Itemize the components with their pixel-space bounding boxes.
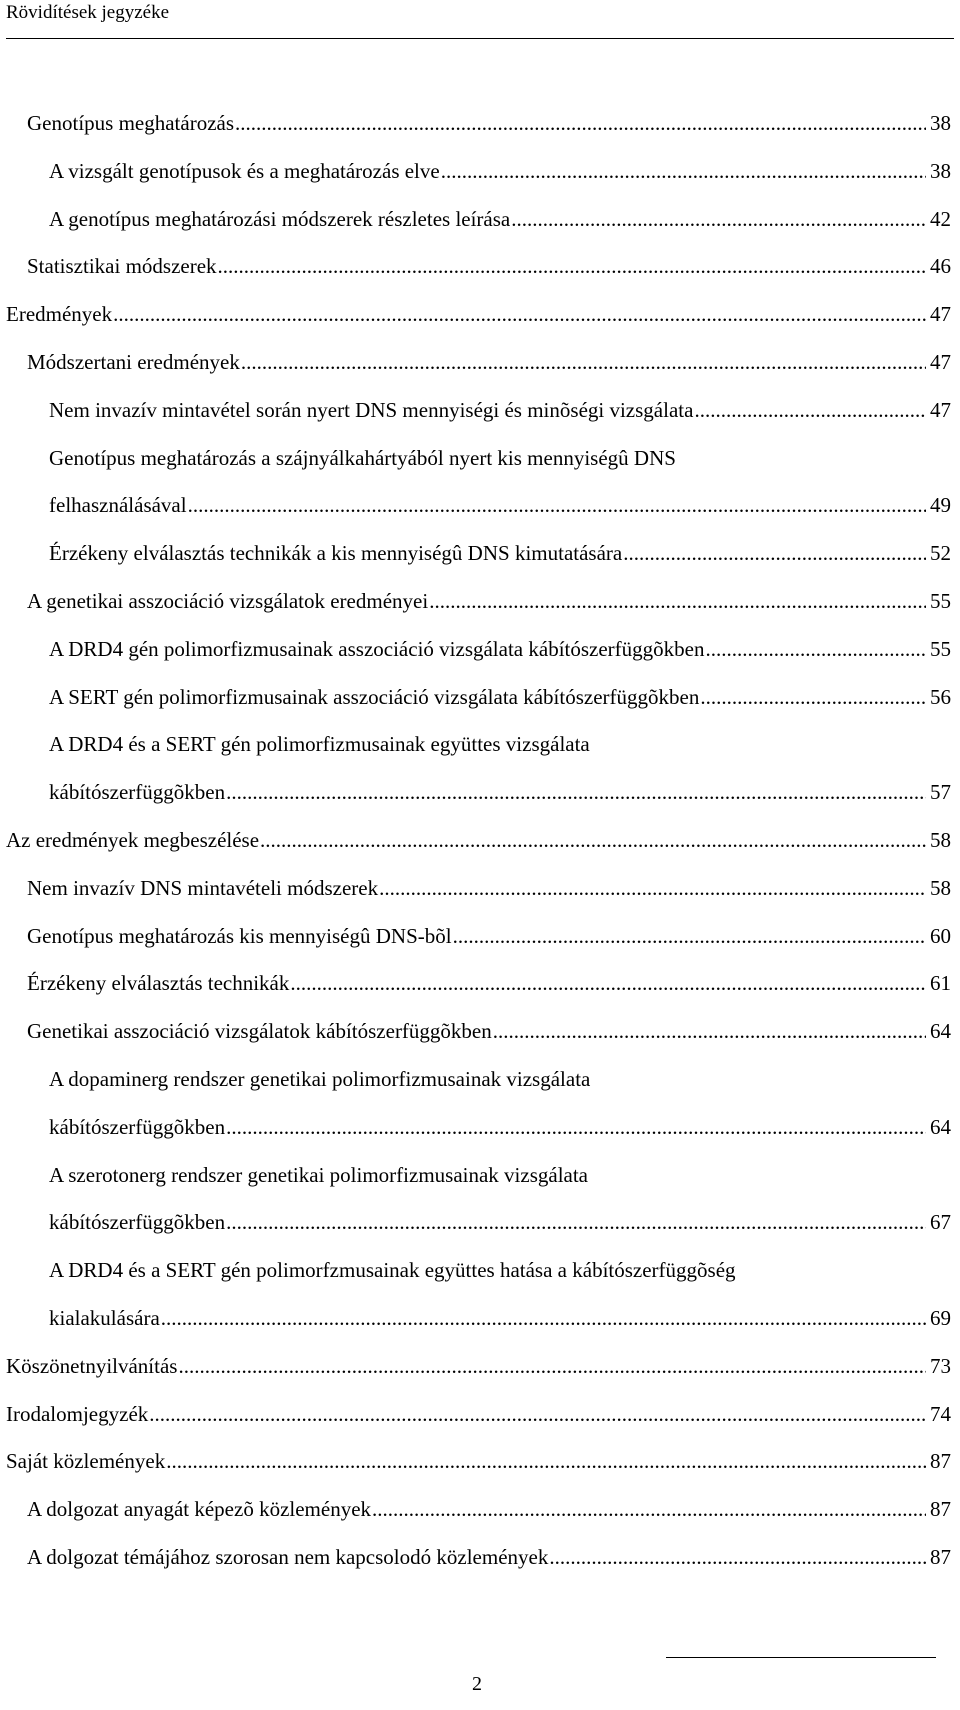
toc-entry-page: 47 — [930, 302, 951, 327]
toc-entry-page: 61 — [930, 971, 951, 996]
toc-entry-title: Statisztikai módszerek — [27, 254, 217, 279]
toc-entry-page: 87 — [930, 1544, 951, 1569]
toc-entry-title: A dolgozat témájához szorosan nem kapcsolodó közlemények — [27, 1544, 549, 1569]
toc-entry-page: 38 — [930, 111, 951, 135]
dot-leader — [260, 817, 926, 865]
toc-entry[interactable] — [0, 387, 960, 435]
toc-entry[interactable] — [0, 626, 960, 674]
table-of-contents — [0, 100, 960, 1582]
toc-entry[interactable] — [0, 1199, 960, 1247]
toc-entry-page: 55 — [930, 636, 951, 661]
toc-entry-title: Módszertani eredmények — [27, 349, 240, 374]
dot-leader — [290, 960, 926, 1008]
toc-entry-page: 49 — [930, 493, 951, 518]
toc-entry[interactable] — [0, 100, 960, 148]
toc-entry[interactable] — [0, 1104, 960, 1152]
dot-leader — [623, 530, 926, 578]
toc-entry[interactable] — [0, 291, 960, 339]
toc-entry[interactable] — [0, 1391, 960, 1439]
toc-entry[interactable] — [0, 1438, 960, 1486]
toc-entry-title: A dolgozat anyagát képezõ közlemények — [27, 1497, 372, 1522]
toc-entry[interactable] — [0, 578, 960, 626]
toc-entry-title: A vizsgált genotípusok és a meghatározás elve — [49, 158, 440, 183]
dot-leader — [226, 769, 926, 817]
toc-entry-title: A DRD4 és a SERT gén polimorfizmusainak együttes vizsgálata — [49, 732, 590, 757]
toc-entry[interactable] — [0, 1247, 960, 1295]
toc-entry[interactable] — [0, 148, 960, 196]
toc-entry-title: kábítószerfüggõkben — [49, 1114, 226, 1139]
dot-leader — [453, 913, 926, 961]
toc-entry-title: Érzékeny elválasztás technikák a kis mennyiségû DNS kimutatására — [49, 541, 623, 566]
toc-entry[interactable] — [0, 482, 960, 530]
toc-entry-page: 56 — [930, 684, 951, 709]
toc-entry[interactable] — [0, 1056, 960, 1104]
toc-entry-page: 42 — [930, 206, 951, 231]
toc-entry[interactable] — [0, 1486, 960, 1534]
toc-entry-title: A DRD4 gén polimorfizmusainak asszociáció vizsgálata kábítószerfüggõkben — [49, 636, 705, 661]
toc-entry-title: Érzékeny elválasztás technikák — [27, 971, 290, 996]
toc-entry[interactable] — [0, 339, 960, 387]
dot-leader — [188, 482, 926, 530]
dot-leader — [113, 291, 926, 339]
toc-entry[interactable] — [0, 1534, 960, 1582]
dot-leader — [700, 674, 926, 722]
dot-leader — [161, 1295, 926, 1343]
dot-leader — [226, 1104, 926, 1152]
toc-entry[interactable] — [0, 865, 960, 913]
toc-entry[interactable] — [0, 1343, 960, 1391]
toc-entry-title: kábítószerfüggõkben — [49, 1210, 226, 1235]
toc-entry[interactable] — [0, 721, 960, 769]
toc-entry-page: 58 — [930, 875, 951, 900]
toc-entry-page: 69 — [930, 1305, 951, 1330]
toc-entry-page: 55 — [930, 588, 951, 613]
dot-leader — [241, 339, 926, 387]
toc-entry-page: 87 — [930, 1449, 951, 1474]
toc-entry-title: Köszönetnyilvánítás — [6, 1353, 178, 1378]
toc-entry[interactable] — [0, 1152, 960, 1200]
toc-entry-page: 47 — [930, 397, 951, 422]
running-header: Rövidítések jegyzéke — [6, 2, 170, 23]
toc-entry[interactable] — [0, 674, 960, 722]
dot-leader — [235, 100, 926, 148]
toc-entry-page: 67 — [930, 1210, 951, 1235]
toc-entry[interactable] — [0, 1008, 960, 1056]
toc-entry-title: kábítószerfüggõkben — [49, 780, 226, 805]
dot-leader — [149, 1391, 926, 1439]
toc-entry-title: Eredmények — [6, 302, 113, 327]
toc-entry-page: 46 — [930, 254, 951, 279]
dot-leader — [372, 1486, 926, 1534]
toc-entry-title: Nem invazív mintavétel során nyert DNS mennyiségi és minõségi vizsgálata — [49, 397, 694, 422]
toc-entry-page: 38 — [930, 158, 951, 183]
toc-entry-page: 60 — [930, 923, 951, 948]
dot-leader — [379, 865, 926, 913]
dot-leader — [226, 1199, 926, 1247]
toc-entry[interactable] — [0, 196, 960, 244]
dot-leader — [694, 387, 926, 435]
toc-entry-title: A genetikai asszociáció vizsgálatok eredményei — [27, 588, 429, 613]
toc-entry[interactable] — [0, 960, 960, 1008]
toc-entry-title: A genotípus meghatározási módszerek részletes leírása — [49, 206, 511, 231]
toc-entry-title: Irodalomjegyzék — [6, 1401, 149, 1426]
dot-leader — [166, 1438, 926, 1486]
toc-entry[interactable] — [0, 243, 960, 291]
dot-leader — [705, 626, 926, 674]
dot-leader — [178, 1343, 926, 1391]
toc-entry-page: 47 — [930, 349, 951, 374]
dot-leader — [549, 1534, 926, 1582]
toc-entry-title: Genotípus meghatározás a szájnyálkahártyából nyert kis mennyiségû DNS — [49, 445, 676, 470]
toc-entry[interactable] — [0, 435, 960, 483]
footer-divider — [666, 1657, 936, 1658]
toc-entry-title: A szerotonerg rendszer genetikai polimorfizmusainak vizsgálata — [49, 1162, 589, 1187]
header-divider — [6, 38, 954, 39]
toc-entry-page: 64 — [930, 1114, 951, 1139]
toc-entry-page: 52 — [930, 541, 951, 566]
toc-entry-page: 73 — [930, 1353, 951, 1378]
dot-leader — [493, 1008, 926, 1056]
toc-entry[interactable] — [0, 913, 960, 961]
toc-entry[interactable] — [0, 817, 960, 865]
dot-leader — [441, 148, 926, 196]
toc-entry-page: 57 — [930, 780, 951, 805]
toc-entry-page: 87 — [930, 1497, 951, 1522]
toc-entry-title: felhasználásával — [49, 493, 187, 518]
dot-leader — [429, 578, 926, 626]
toc-entry[interactable] — [0, 769, 960, 817]
toc-entry-page: 58 — [930, 827, 951, 852]
toc-entry-title: Az eredmények megbeszélése — [6, 827, 260, 852]
toc-entry-title: A dopaminerg rendszer genetikai polimorfizmusainak vizsgálata — [49, 1066, 591, 1091]
dot-leader — [511, 196, 926, 244]
toc-entry-title: A DRD4 és a SERT gén polimorfzmusainak együttes hatása a kábítószerfüggõség — [49, 1258, 736, 1283]
toc-entry-title: Nem invazív DNS mintavételi módszerek — [27, 875, 379, 900]
toc-entry-title: Genetikai asszociáció vizsgálatok kábítószerfüggõkben — [27, 1019, 492, 1044]
toc-entry-title: Genotípus meghatározás kis mennyiségû DNS-bõl — [27, 923, 452, 948]
toc-entry-title: Saját közlemények — [6, 1449, 166, 1474]
toc-entry-title: A SERT gén polimorfizmusainak asszociáció vizsgálata kábítószerfüggõkben — [49, 684, 700, 709]
toc-entry[interactable] — [0, 1295, 960, 1343]
toc-entry-title: Genotípus meghatározás — [27, 111, 235, 135]
toc-entry[interactable] — [0, 530, 960, 578]
toc-entry-title: kialakulására — [49, 1305, 160, 1330]
dot-leader — [218, 243, 926, 291]
toc-entry-page: 74 — [930, 1401, 951, 1426]
page-number: 2 — [472, 1673, 482, 1695]
toc-entry-page: 64 — [930, 1019, 951, 1044]
